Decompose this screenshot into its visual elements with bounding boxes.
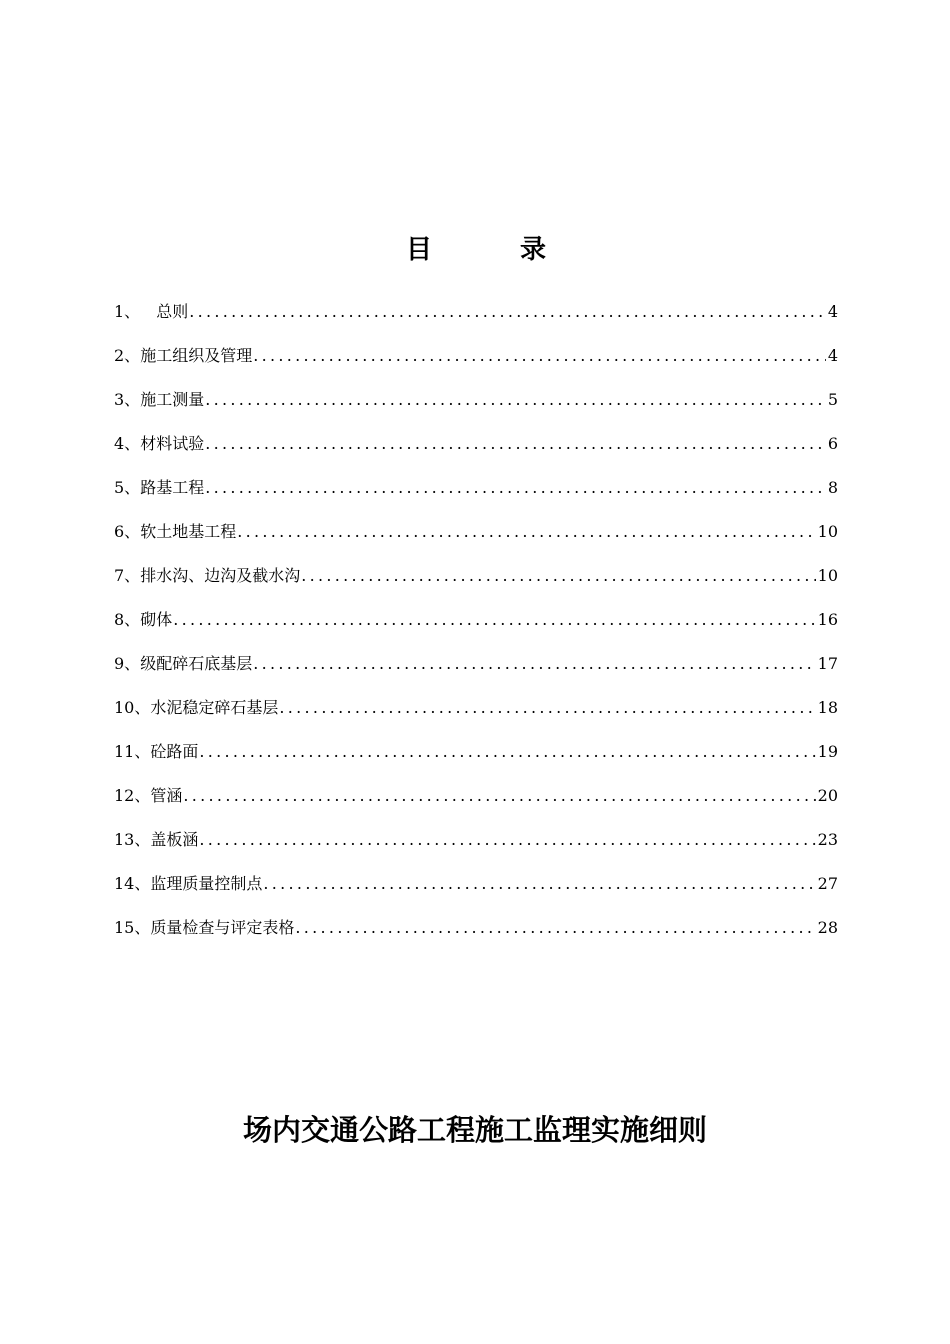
toc-entry-page: 10	[817, 566, 838, 585]
toc-entry-page: 5	[827, 390, 838, 409]
toc-entry-page: 8	[827, 478, 838, 497]
toc-entry-page: 23	[817, 830, 838, 849]
toc-leader-dots	[295, 912, 815, 944]
toc-entry-number: 5、	[114, 478, 141, 497]
toc-entry-title: 砼路面	[150, 742, 199, 761]
toc-entry-13[interactable]	[114, 824, 838, 868]
toc-entry-number: 11、	[114, 742, 151, 761]
toc-entry-title: 材料试验	[140, 434, 205, 453]
toc-entry-page: 18	[817, 698, 838, 717]
toc-entry-title: 管涵	[150, 786, 183, 805]
toc-entry-number: 12、	[114, 786, 151, 805]
toc-leader-dots	[205, 428, 826, 460]
toc-entry-15[interactable]	[114, 912, 838, 956]
toc-entry-title: 质量检查与评定表格	[150, 918, 295, 937]
toc-leader-dots	[199, 824, 815, 856]
toc-entry-11[interactable]	[114, 736, 838, 780]
toc-entry-number: 6、	[114, 522, 141, 541]
toc-entry-page: 27	[817, 874, 838, 893]
toc-entry-9[interactable]	[114, 648, 838, 692]
toc-leader-dots	[199, 736, 815, 768]
toc-entry-number: 1、	[114, 302, 141, 321]
toc-entry-number: 4、	[114, 434, 141, 453]
toc-leader-dots	[183, 780, 815, 812]
toc-entry-7[interactable]	[114, 560, 838, 604]
toc-entry-page: 4	[827, 346, 838, 365]
toc-entry-number: 14、	[114, 874, 151, 893]
toc-entry-page: 28	[817, 918, 838, 937]
toc-entry-4[interactable]	[114, 428, 838, 472]
toc-entry-1[interactable]	[114, 296, 838, 340]
toc-heading-char-1: 目	[406, 235, 433, 265]
toc-list	[114, 296, 838, 956]
toc-entry-number: 9、	[114, 654, 141, 673]
toc-entry-page: 6	[827, 434, 838, 453]
toc-entry-6[interactable]	[114, 516, 838, 560]
toc-entry-page: 4	[827, 302, 838, 321]
toc-entry-title: 施工测量	[140, 390, 205, 409]
toc-entry-number: 8、	[114, 610, 141, 629]
toc-entry-title: 软土地基工程	[140, 522, 237, 541]
toc-leader-dots	[253, 340, 826, 372]
toc-leader-dots	[237, 516, 815, 548]
toc-heading-char-2: 录	[520, 235, 547, 265]
toc-entry-2[interactable]	[114, 340, 838, 384]
toc-entry-14[interactable]	[114, 868, 838, 912]
toc-entry-title: 施工组织及管理	[140, 346, 253, 365]
toc-leader-dots	[205, 384, 826, 416]
toc-entry-page: 17	[817, 654, 838, 673]
toc-entry-title: 水泥稳定碎石基层	[150, 698, 279, 717]
toc-entry-title: 监理质量控制点	[150, 874, 263, 893]
toc-leader-dots	[253, 648, 815, 680]
toc-entry-3[interactable]	[114, 384, 838, 428]
toc-entry-title: 级配碎石底基层	[140, 654, 253, 673]
toc-entry-number: 2、	[114, 346, 141, 365]
document-title: 场内交通公路工程施工监理实施细则	[242, 1113, 707, 1147]
toc-entry-number: 7、	[114, 566, 141, 585]
toc-leader-dots	[301, 560, 815, 592]
toc-entry-title: 盖板涵	[150, 830, 199, 849]
toc-entry-number: 3、	[114, 390, 141, 409]
toc-entry-number: 13、	[114, 830, 151, 849]
toc-heading	[0, 230, 950, 270]
toc-entry-number: 10、	[114, 698, 151, 717]
toc-leader-dots	[263, 868, 815, 900]
toc-entry-page: 19	[817, 742, 838, 761]
toc-entry-title: 砌体	[140, 610, 173, 629]
toc-leader-dots	[279, 692, 815, 724]
toc-entry-10[interactable]	[114, 692, 838, 736]
toc-entry-5[interactable]	[114, 472, 838, 516]
toc-entry-title: 排水沟、边沟及截水沟	[140, 566, 301, 585]
toc-entry-title: 路基工程	[140, 478, 205, 497]
toc-leader-dots	[173, 604, 815, 636]
toc-entry-8[interactable]	[114, 604, 838, 648]
toc-leader-dots	[189, 296, 826, 328]
toc-leader-dots	[205, 472, 826, 504]
toc-entry-page: 16	[817, 610, 838, 629]
toc-entry-page: 20	[817, 786, 838, 805]
toc-entry-title: 总则	[140, 302, 189, 321]
toc-entry-number: 15、	[114, 918, 151, 937]
toc-entry-12[interactable]	[114, 780, 838, 824]
toc-entry-page: 10	[817, 522, 838, 541]
